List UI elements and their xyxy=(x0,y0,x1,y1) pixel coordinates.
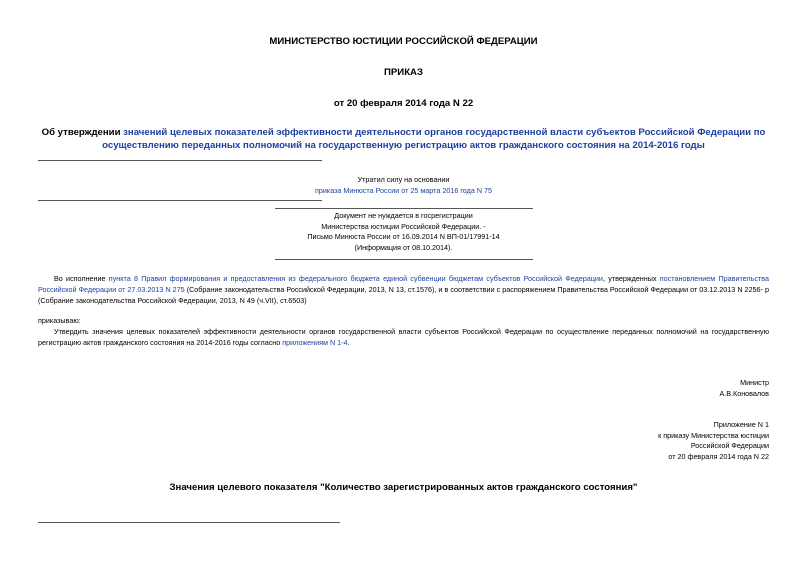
divider-registration-top xyxy=(275,208,533,209)
order-line2-text: регистрацию актов гражданского состояния на 2014-2016 годы согласно xyxy=(38,337,283,347)
appendix-line3: Российской Федерации xyxy=(690,441,769,451)
preamble-t2: , утвержденных xyxy=(602,274,660,283)
registration-line1: Документ не нуждается в госрегистрации xyxy=(334,211,473,220)
divider-bottom xyxy=(38,522,340,523)
order-line1: Утвердить значения целевых показателей эффективности деятельности органов государственной власти субъектов Российской Федерации по осуществление переданных полномочий на государственную xyxy=(54,327,769,336)
preamble-t1: Во исполнение xyxy=(54,274,109,283)
registration-line4: (Информация от 08.10.2014). xyxy=(354,242,453,252)
document-title xyxy=(0,126,807,152)
appendix-line4: от 20 февраля 2014 года N 22 xyxy=(668,451,769,461)
repeal-link[interactable]: приказа Минюста России от 25 марта 2016 года N 75 xyxy=(314,185,493,195)
divider-top xyxy=(38,160,322,161)
preamble-link-rules[interactable]: пункта 8 Правил формирования и предоставления из федерального бюджета единой субвенции бюджетам субъектов Российской Федерации xyxy=(108,274,603,283)
appendix-block xyxy=(658,420,769,462)
order-paragraph xyxy=(38,327,769,349)
title-link-line1[interactable]: значений целевых показателей эффективности деятельности органов государственной власти субъектов Российской Федерации по xyxy=(123,127,766,138)
preamble-paragraph xyxy=(38,274,769,306)
ministry-heading: МИНИСТЕРСТВО ЮСТИЦИИ РОССИЙСКОЙ ФЕДЕРАЦИИ xyxy=(269,36,538,47)
preamble-link-decree-a[interactable]: постановлением Правительства xyxy=(659,274,769,283)
registration-line2: Министерства юстиции Российской Федерации. - xyxy=(321,221,486,231)
order-date-number: от 20 февраля 2014 года N 22 xyxy=(333,98,474,109)
divider-registration-bottom xyxy=(275,259,533,260)
preamble-link-decree-b[interactable]: Российской Федерации от 27.03.2013 N 275 xyxy=(38,284,185,294)
title-prefix: Об утверждении xyxy=(41,127,124,138)
repeal-text: Утратил силу на основании xyxy=(357,175,450,184)
order-appendix-link[interactable]: приложениям N 1-4 xyxy=(282,337,348,347)
order-type-heading: ПРИКАЗ xyxy=(384,67,423,78)
order-word: приказываю: xyxy=(38,316,81,325)
repeal-note xyxy=(0,175,807,196)
order-line2-end: . xyxy=(347,337,350,347)
signature-name: А.В.Коновалов xyxy=(719,388,769,398)
signature-block xyxy=(719,378,769,399)
preamble-t3: (Собрание законодательства Российской Федерации, 2013, N 13, ст.1576), и в соответствии с распоряжением Правительства Российской Федерации от 03.12.2013 N 2256- xyxy=(184,284,763,294)
appendix-line1: Приложение N 1 xyxy=(713,420,769,429)
appendix-line2: к приказу Министерства юстиции xyxy=(658,430,769,440)
signature-position: Министр xyxy=(740,378,769,387)
registration-note xyxy=(0,211,807,253)
title-link-line2[interactable]: осуществлению переданных полномочий на государственную регистрацию актов гражданского состояния на 2014-2016 годы xyxy=(102,140,705,151)
section-title: Значения целевого показателя "Количество зарегистрированных актов гражданского состояния" xyxy=(169,482,638,493)
divider-repeal xyxy=(38,200,322,201)
registration-line3: Письмо Минюста России от 16.09.2014 N ВП-01/17991-14 xyxy=(307,232,500,242)
preamble-t4: р (Собрание законодательства Российской Федерации, 2013, N 49 (ч.VII), ст.6503) xyxy=(38,284,769,305)
